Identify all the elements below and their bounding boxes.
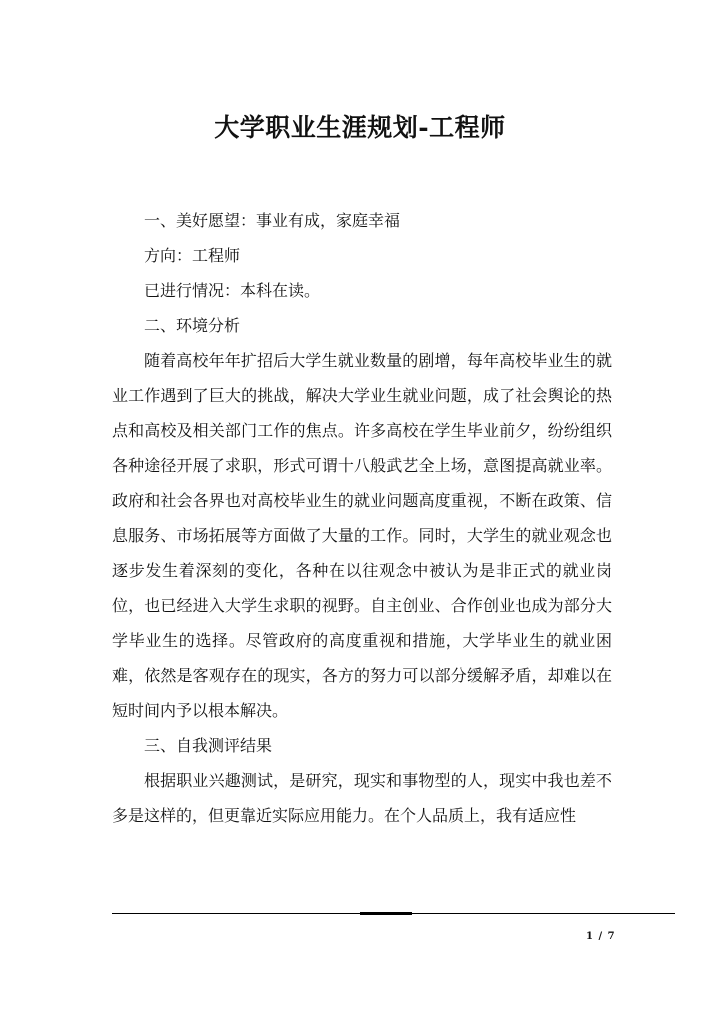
page-number: 1 / 7 [586, 931, 616, 942]
footer-divider-accent [360, 912, 412, 915]
section-heading-self-assessment: 三、自我测评结果 [144, 736, 273, 755]
self-assessment-paragraph: 根据职业兴趣测试，是研究，现实和事物型的人，现实中我也差不多是这样的，但更靠近实际应用能力。在个人品质上，我有适应性 [112, 771, 612, 825]
direction-line: 方向：工程师 [144, 246, 241, 265]
page-title: 大学职业生涯规划-工程师 [214, 113, 506, 142]
progress-line: 已进行情况：本科在读。 [144, 281, 321, 300]
section-heading-environment: 二、环境分析 [144, 316, 241, 335]
environment-paragraph: 随着高校年年扩招后大学生就业数量的剧增，每年高校毕业生的就业工作遇到了巨大的挑战，解决大学业生就业问题，成了社会舆论的热点和高校及相关部门工作的焦点。许多高校在学生毕业前夕，纷纷组织各种途径开展了求职，形式可谓十八般武艺全上场，意图提高就业率。政府和社会各界也对高校毕业生的就业问题高度重视，不断在政策、信息服务、市场拓展等方面做了大量的工作。同时，大学生的就业观念也逐步发生着深刻的变化，各种在以往观念中被认为是非正式的就业岗位，也已经进入大学生求职的视野。自主创业、合作创业也成为部分大学毕业生的选择。尽管政府的高度重视和措施，大学毕业生的就业困难，依然是客观存在的现实，各方的努力可以部分缓解矛盾，却难以在短时间内予以根本解决。 [112, 351, 612, 720]
document-body [112, 203, 612, 833]
section-heading-wish: 一、美好愿望：事业有成，家庭幸福 [144, 211, 401, 230]
